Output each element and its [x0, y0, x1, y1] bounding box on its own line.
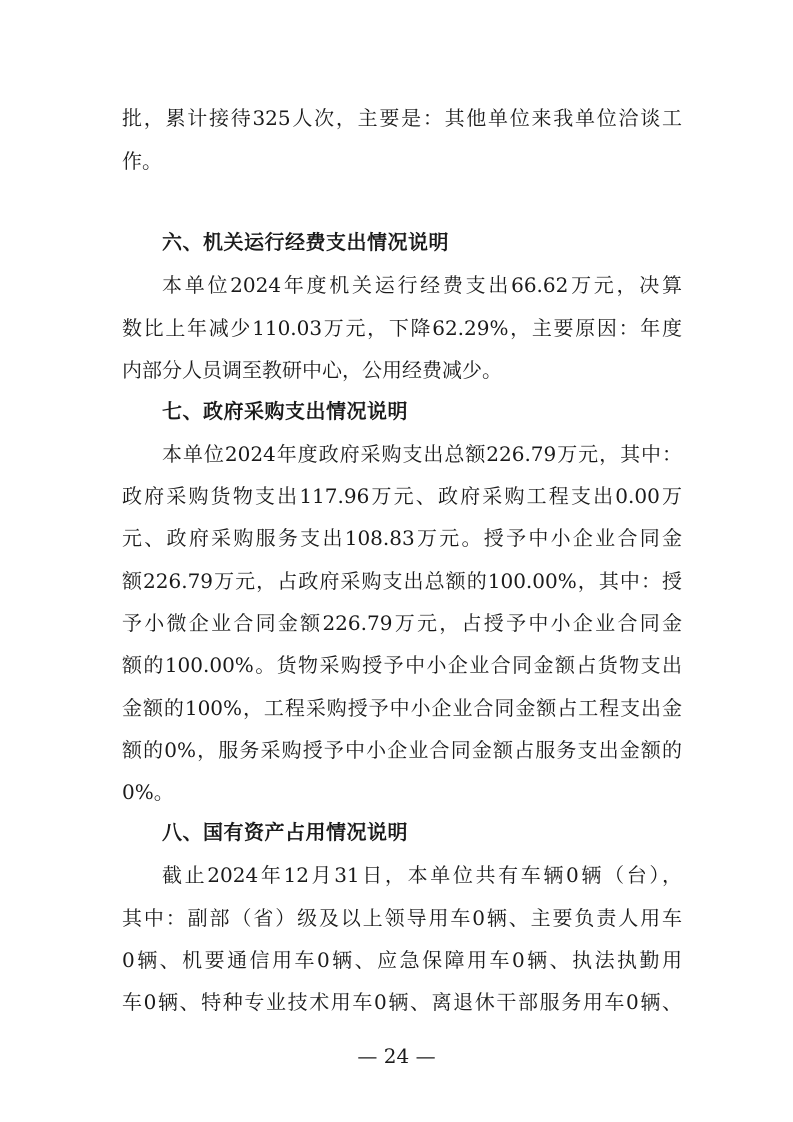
body-line: 批，累计接待325人次，主要是：其他单位来我单位洽谈工: [122, 106, 682, 130]
section-heading-8: 八、国有资产占用情况说明: [162, 820, 408, 844]
body-line: 本单位2024年度机关运行经费支出66.62万元，决算: [162, 273, 682, 297]
body-line: 车0辆、特种专业技术用车0辆、离退休干部服务用车0辆、: [122, 990, 682, 1014]
body-line: 数比上年减少110.03万元，下降62.29%，主要原因：年度: [122, 316, 682, 340]
body-line: 0%。: [122, 780, 174, 804]
section-heading-7: 七、政府采购支出情况说明: [162, 399, 408, 423]
body-line: 额226.79万元，占政府采购支出总额的100.00%，其中：授: [122, 569, 682, 593]
body-line: 本单位2024年度政府采购支出总额226.79万元，其中：: [162, 442, 682, 466]
page-number: — 24 —: [357, 1044, 436, 1068]
body-line: 额的100.00%。货物采购授予中小企业合同金额占货物支出: [122, 653, 682, 677]
body-line: 截止2024年12月31日，本单位共有车辆0辆（台），: [162, 863, 682, 887]
body-line: 额的0%，服务采购授予中小企业合同金额占服务支出金额的: [122, 738, 682, 762]
body-line: 金额的100%，工程采购授予中小企业合同金额占工程支出金: [122, 696, 682, 720]
body-line: 元、政府采购服务支出108.83万元。授予中小企业合同金: [122, 526, 682, 550]
body-line: 政府采购货物支出117.96万元、政府采购工程支出0.00万: [122, 484, 682, 508]
section-heading-6: 六、机关运行经费支出情况说明: [162, 230, 449, 254]
body-line: 内部分人员调至教研中心，公用经费减少。: [122, 358, 502, 382]
body-line: 作。: [122, 149, 162, 173]
body-line: 0辆、机要通信用车0辆、应急保障用车0辆、执法执勤用: [122, 948, 682, 972]
body-line: 予小微企业合同金额226.79万元，占授予中小企业合同金: [122, 611, 682, 635]
body-line: 其中：副部（省）级及以上领导用车0辆、主要负责人用车: [122, 906, 682, 930]
